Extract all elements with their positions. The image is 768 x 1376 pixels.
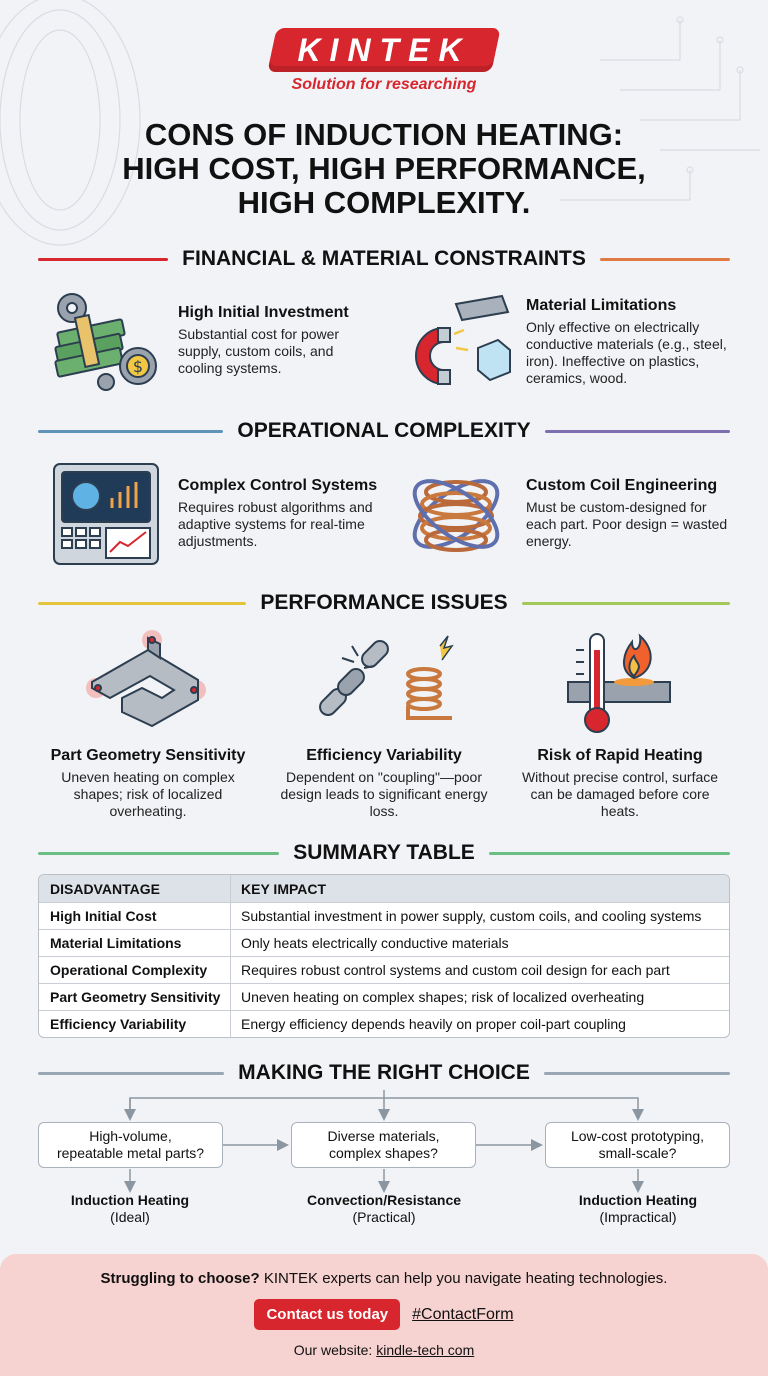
- choice-question-box: [291, 1122, 476, 1168]
- table-row: [39, 902, 729, 929]
- item-title: Risk of Rapid Heating: [537, 747, 703, 764]
- item-desc: Substantial cost for power supply, custom coils, and cooling systems.: [178, 326, 340, 376]
- item-part-geometry-sensitivity: [40, 747, 256, 820]
- website-line: [0, 1342, 768, 1358]
- question-line: Low-cost prototyping,: [570, 1128, 705, 1144]
- item-title: High Initial Investment: [178, 304, 349, 321]
- item-desc: Dependent on "coupling"—poor design leads to significant energy loss.: [280, 769, 488, 819]
- item-title: Complex Control Systems: [178, 477, 378, 494]
- cta-actions: [0, 1299, 768, 1330]
- result-answer: Induction Heating: [578, 1192, 698, 1208]
- table-cell: Efficiency Variability: [39, 1011, 231, 1037]
- choice-result: [289, 1192, 479, 1226]
- heading-line-left: [38, 602, 246, 605]
- section-heading-performance: [38, 588, 730, 618]
- table-header-row: [39, 875, 729, 902]
- item-desc: Without precise control, surface can be damaged before core heats.: [521, 769, 719, 819]
- summary-table: [38, 874, 730, 1038]
- item-high-initial-investment: [178, 304, 378, 377]
- website-label: Our website:: [293, 1342, 377, 1358]
- result-answer: Convection/Resistance: [306, 1192, 462, 1208]
- section-heading-summary: [38, 838, 730, 868]
- coil-icon: [402, 462, 510, 566]
- table-cell: Substantial investment in power supply, custom coils, and cooling systems: [241, 908, 702, 924]
- choice-result: [543, 1192, 733, 1226]
- table-cell: High Initial Cost: [39, 903, 231, 929]
- item-title: Custom Coil Engineering: [526, 477, 718, 494]
- svg-text:$: $: [132, 357, 144, 376]
- item-title: Efficiency Variability: [306, 747, 462, 764]
- section-title: OPERATIONAL COMPLEXITY: [237, 419, 531, 442]
- heading-line-right: [489, 852, 730, 855]
- section-heading-financial: [38, 244, 730, 274]
- item-desc: Requires robust algorithms and adaptive systems for real-time adjustments.: [178, 499, 373, 549]
- section-title: SUMMARY TABLE: [293, 841, 475, 864]
- table-cell: Energy efficiency depends heavily on proper coil-part coupling: [241, 1016, 626, 1032]
- brand-header: [0, 28, 768, 94]
- heading-line-right: [522, 602, 730, 605]
- table-cell: Material Limitations: [39, 930, 231, 956]
- table-cell: Uneven heating on complex shapes; risk of localized overheating: [241, 989, 645, 1005]
- question-line: small-scale?: [598, 1145, 677, 1161]
- item-desc: Uneven heating on complex shapes; risk of localized overheating.: [61, 769, 235, 819]
- item-custom-coil-engineering: [526, 477, 736, 550]
- result-note: (Impractical): [599, 1209, 677, 1225]
- broken-chain-icon: [312, 632, 462, 736]
- question-line: High-volume,: [89, 1128, 172, 1144]
- contact-form-link[interactable]: #ContactForm: [412, 1305, 514, 1323]
- kintek-logo: [267, 28, 500, 72]
- section-title: PERFORMANCE ISSUES: [260, 591, 508, 614]
- question-line: complex shapes?: [329, 1145, 438, 1161]
- title-line-1: CONS OF INDUCTION HEATING:: [144, 117, 624, 152]
- item-complex-control-systems: [178, 477, 388, 550]
- question-line: repeatable metal parts?: [56, 1145, 205, 1161]
- result-note: (Ideal): [110, 1209, 150, 1225]
- control-panel-icon: [52, 462, 160, 566]
- table-row: [39, 1010, 729, 1037]
- brand-tagline: Solution for researching: [291, 76, 477, 93]
- item-desc: Only effective on electrically conductive materials (e.g., steel, iron). Ineffective on plastics, ceramics, wood.: [526, 319, 727, 386]
- magnet-icon: [398, 290, 514, 390]
- table-cell: Requires robust control systems and custom coil design for each part: [241, 962, 670, 978]
- item-material-limitations: [526, 297, 736, 387]
- heading-line-left: [38, 1072, 224, 1075]
- cta-body: KINTEK experts can help you navigate heating technologies.: [259, 1270, 668, 1287]
- section-title: MAKING THE RIGHT CHOICE: [238, 1061, 530, 1084]
- table-row: [39, 983, 729, 1010]
- item-title: Material Limitations: [526, 297, 677, 314]
- heading-line-right: [544, 1072, 730, 1075]
- heading-line-left: [38, 258, 168, 261]
- cta-footer: [0, 1254, 768, 1376]
- thermometer-flame-icon: [566, 630, 674, 736]
- choice-question-box: [545, 1122, 730, 1168]
- section-title: FINANCIAL & MATERIAL CONSTRAINTS: [182, 247, 586, 270]
- section-heading-choice: [38, 1058, 730, 1088]
- question-line: Diverse materials,: [327, 1128, 440, 1144]
- metal-part-icon: [82, 628, 212, 736]
- contact-us-button[interactable]: Contact us today: [254, 1299, 400, 1330]
- table-row: [39, 929, 729, 956]
- item-title: Part Geometry Sensitivity: [50, 747, 246, 764]
- heading-line-right: [600, 258, 730, 261]
- item-desc: Must be custom-designed for each part. Poor design = wasted energy.: [526, 499, 728, 549]
- table-row: [39, 956, 729, 983]
- page-title: [0, 118, 768, 220]
- table-cell: Operational Complexity: [39, 957, 231, 983]
- result-answer: Induction Heating: [70, 1192, 190, 1208]
- cta-message: [0, 1270, 768, 1287]
- website-link[interactable]: kindle-tech com: [376, 1342, 475, 1358]
- item-risk-of-rapid-heating: [512, 747, 728, 820]
- item-efficiency-variability: [276, 747, 492, 820]
- choice-result: [35, 1192, 225, 1226]
- title-line-2: HIGH COST, HIGH PERFORMANCE,: [122, 151, 646, 186]
- section-heading-operational: [38, 416, 730, 446]
- title-line-3: HIGH COMPLEXITY.: [237, 185, 531, 220]
- choice-question-box: [38, 1122, 223, 1168]
- heading-line-right: [545, 430, 730, 433]
- column-header: KEY IMPACT: [241, 880, 327, 897]
- table-cell: Part Geometry Sensitivity: [39, 984, 231, 1010]
- cta-lead: Struggling to choose?: [100, 1270, 260, 1287]
- column-header: DISADVANTAGE: [39, 875, 231, 902]
- brand-name: KINTEK: [297, 32, 471, 68]
- money-gears-icon: [50, 286, 166, 392]
- table-cell: Only heats electrically conductive materials: [241, 935, 509, 951]
- heading-line-left: [38, 852, 279, 855]
- result-note: (Practical): [352, 1209, 416, 1225]
- heading-line-left: [38, 430, 223, 433]
